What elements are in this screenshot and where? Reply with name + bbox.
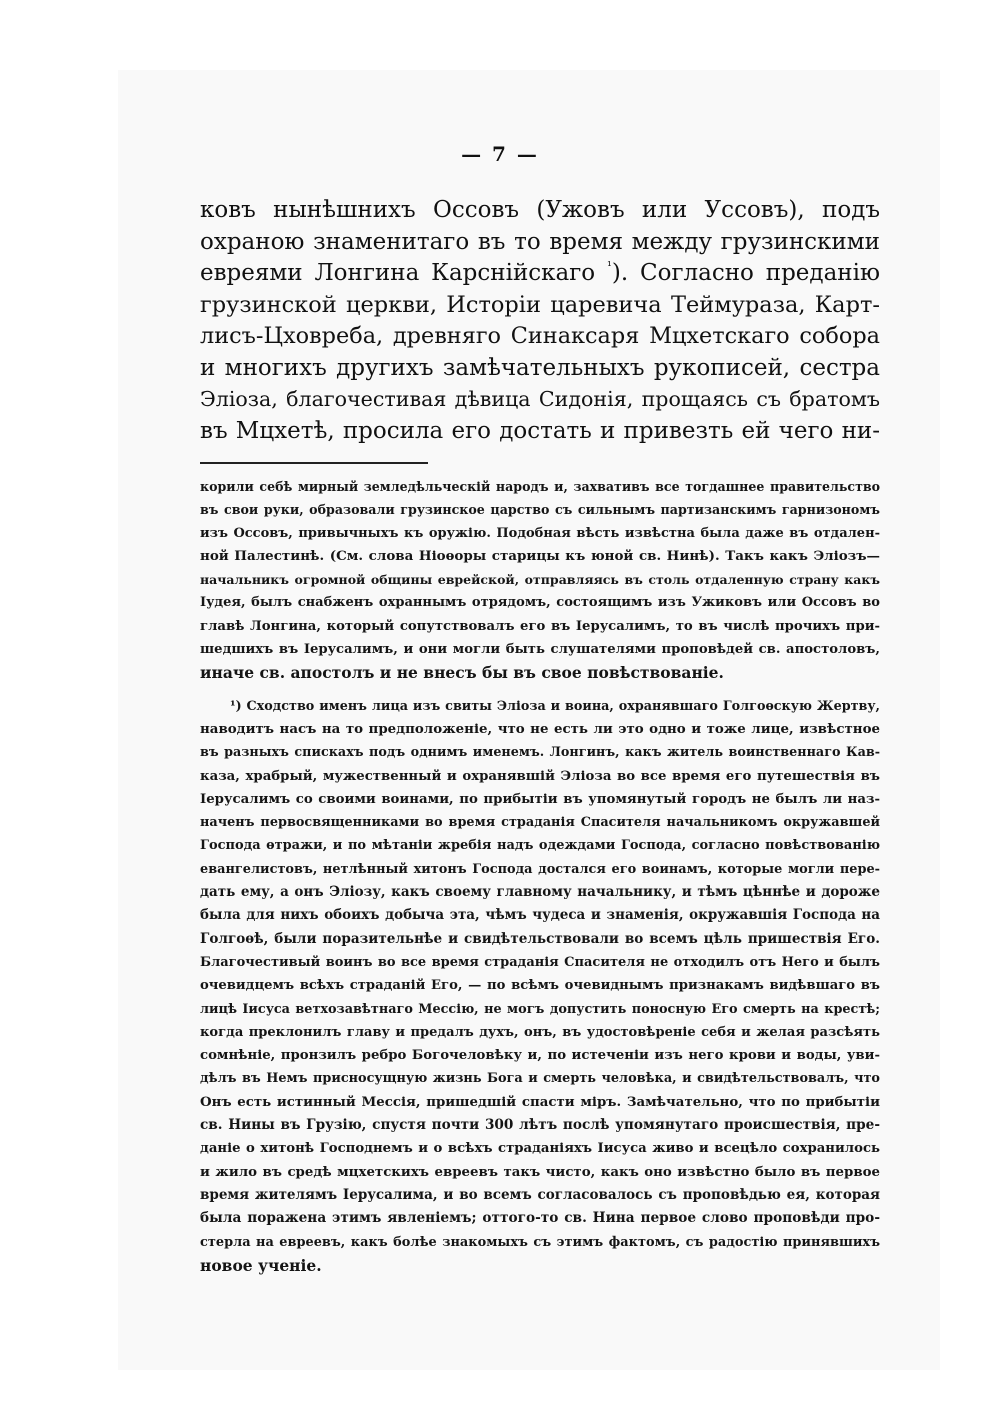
footnote-gap — [200, 685, 880, 695]
main-text-segment: ). Согласно преданію — [611, 260, 880, 286]
main-text — [200, 195, 880, 447]
footnote-line: корили себѣ мирный земледѣльческій народъ и, захвативъ все тогдашнее правительство — [200, 479, 880, 494]
footnote-line: лицѣ Іисуса ветхозавѣтнаго Мессію, не могъ допустить поносную Его смерть на крестѣ; — [200, 1001, 880, 1017]
footnote-line: Господа ѳтражи, и по мѣтаніи жребія надъ одеждами Господа, согласно повѣствованію — [200, 838, 880, 854]
footnote-1 — [200, 695, 880, 1277]
footnote-line: Голгоѳѣ, были поразительнѣе и свидѣтельствовали во всемъ цѣль пришествія Его. — [200, 930, 880, 947]
main-text-line: ковъ нынѣшнихъ Оссовъ (Ужовъ или Уссовъ), подъ — [200, 197, 880, 223]
footnote-continued — [200, 475, 880, 685]
page-number: — 7 — — [461, 142, 539, 166]
main-text-line — [200, 258, 880, 290]
footnote-line: даніе о хитонѣ Господнемъ и о всѣхъ страданіяхъ Іисуса живо и всецѣло сохранилось — [200, 1141, 880, 1157]
footnote-line: была поражена этимъ явленіемъ; оттого-то св. Нина первое слово проповѣди про- — [200, 1210, 880, 1227]
footnote-line: ной Палестинѣ. (См. слова Ніоѳоры старицы къ юной св. Нинѣ). Такъ какъ Эліозъ— — [200, 547, 880, 564]
main-text-line: грузинской церкви, Исторіи царевича Теймураза, Карт- — [200, 291, 880, 318]
footnote-line: дать ему, а онъ Эліозу, какъ своему главному начальнику, и тѣмъ цѣннѣе и дороже — [200, 884, 880, 901]
footnote-reference: ¹ — [607, 259, 612, 273]
main-text-line: лисъ-Цховреба, древняго Синаксаря Мцхетскаго собора — [200, 323, 880, 349]
footnote-line: въ разныхъ спискахъ подъ однимъ именемъ. Лонгинъ, какъ житель воинственнаго Кав- — [200, 745, 880, 761]
footnote-line: была для нихъ обоихъ добыча эта, чѣмъ чудеса и знаменія, окружавшія Господа на — [200, 907, 880, 924]
footnote-line: Іерусалимъ со своими воинами, по прибытіи въ упомянутый городъ не былъ ли наз- — [200, 791, 880, 807]
footnote-line: наченъ первосвященниками во время страданія Спасителя начальникомъ окружавшей — [200, 815, 880, 831]
main-text-line: въ Мцхетѣ, просила его достать и привезть ей чего ни- — [200, 417, 880, 444]
footnote-line: евангелистовъ, нетлѣнный хитонъ Господа достался его воинамъ, которые могли пере- — [200, 861, 880, 877]
footnote-line: время жителямъ Іерусалима, и во всемъ согласовалось съ проповѣдью ея, которая — [200, 1186, 880, 1203]
footnote-line: шедшихъ въ Іерусалимъ, и они могли быть слушателями проповѣдей св. апостоловъ, — [200, 642, 880, 658]
footnote-line: каза, храбрый, мужественный и охранявшій Эліоза во все время его путешествія въ — [200, 768, 880, 784]
footnote-line: Іудея, былъ снабженъ охраннымъ отрядомъ, состоящимъ изъ Ужиковъ или Оссовъ во — [200, 595, 880, 611]
footnote-line: изъ Оссовъ, привычныхъ къ оружію. Подобная вѣсть извѣстна была даже въ отдален- — [200, 525, 880, 541]
footnote-line: главѣ Лонгина, который сопутствовалъ его въ Іерусалимъ, то въ числѣ прочихъ при- — [200, 618, 880, 634]
footnote-line: Онъ есть истинный Мессія, пришедшій спасти міръ. Замѣчательно, что по прибытіи — [200, 1093, 880, 1110]
footnote-line: иначе св. апостолъ и не внесъ бы въ свое повѣствованіе. — [200, 663, 724, 683]
footnote-line: Благочестивый воинъ во все время страданія Спасителя не отходилъ отъ Него и былъ — [200, 954, 880, 970]
main-text-line: охраною знаменитаго въ то время между грузинскими — [200, 228, 880, 255]
footnote-line: дѣлъ въ Немъ присносущную жизнь Бога и смерть человѣка, и свидѣтельствовалъ, что — [200, 1071, 880, 1087]
main-text-segment: евреями Лонгина Карснійскаго — [200, 260, 608, 286]
footnote-line: очевидцемъ всѣхъ страданій Его, — по всѣмъ очевиднымъ признакамъ видѣвшаго въ — [200, 978, 880, 994]
footnotes — [200, 475, 880, 1277]
footnote-line: когда преклонилъ главу и предалъ духъ, онъ, въ удостовѣреніе себя и желая разсѣять — [200, 1024, 880, 1040]
footnote-separator — [200, 462, 428, 464]
footnote-line: и жило въ средѣ мцхетскихъ евреевъ такъ чисто, какъ оно извѣстно было въ первое — [200, 1163, 880, 1180]
footnote-line: св. Нины въ Грузію, спустя почти 300 лѣтъ послѣ упомянутаго происшествія, пре- — [200, 1117, 880, 1134]
main-text-line: Эліоза, благочестивая дѣвица Сидонія, прощаясь съ братомъ — [200, 387, 880, 411]
main-text-line: и многихъ другихъ замѣчательныхъ рукописей, сестра — [200, 354, 880, 381]
footnote-line: сомнѣніе, пронзилъ ребро Богочеловѣку и, по истеченіи изъ него крови и воды, уви- — [200, 1048, 880, 1064]
footnote-line: въ свои руки, образовали грузинское царство съ сильнымъ партизанскимъ гарнизономъ — [200, 502, 880, 518]
footnote-line: наводитъ насъ на то предположеніе, что не есть ли это одно и тоже лице, извѣстное — [200, 720, 880, 737]
footnote-line: новое ученіе. — [200, 1255, 322, 1275]
footnote-line: ¹) Сходство именъ лица изъ свиты Эліоза и воина, охранявшаго Голгоѳскую Жертву, — [230, 698, 880, 714]
footnote-line: стерла на евреевъ, какъ болѣе знакомыхъ съ этимъ фактомъ, съ радостію принявшихъ — [200, 1234, 880, 1250]
footnote-line: начальникъ огромной общины еврейской, отправляясь въ столь отдаленную страну какъ — [200, 572, 880, 588]
